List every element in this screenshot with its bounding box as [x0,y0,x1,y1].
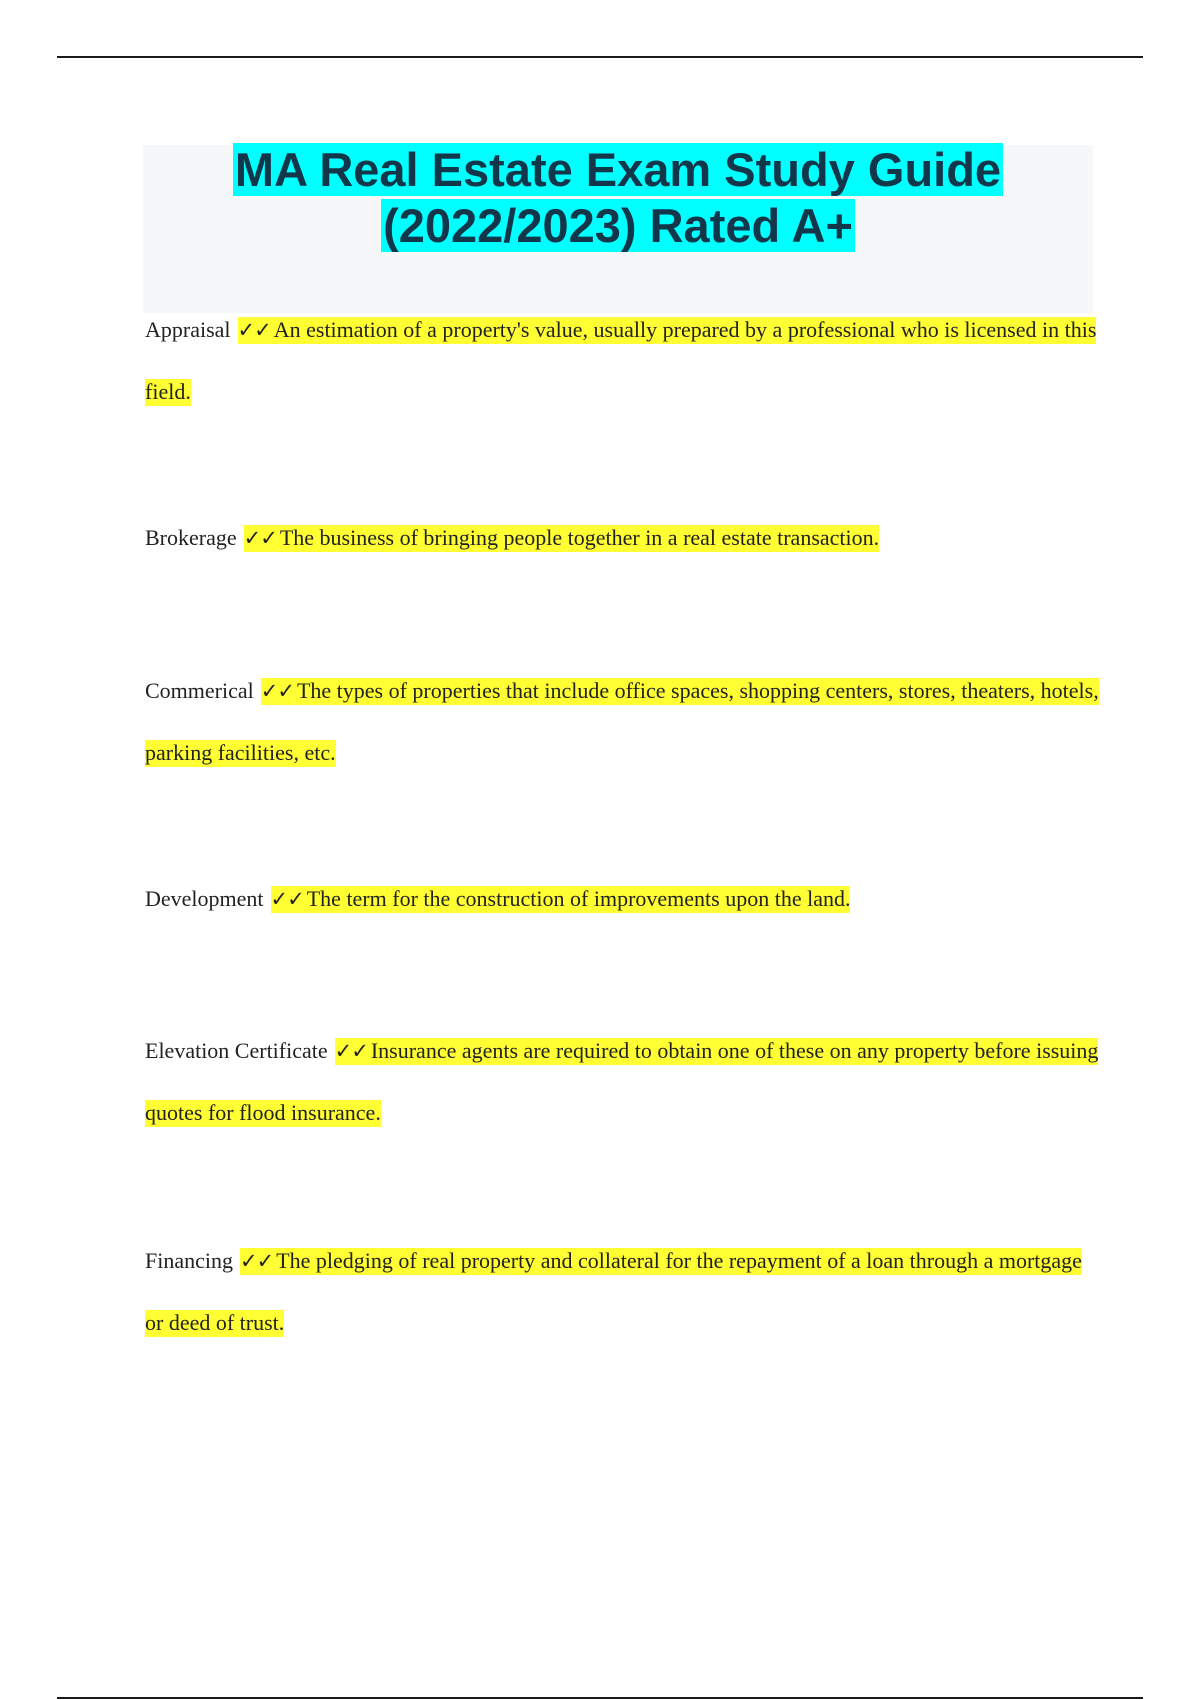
entry-definition-text: The business of bringing people together in a real estate transaction. [279,525,880,550]
entry-term: Commerical [145,678,254,703]
glossary-entry-elevation-certificate [145,1020,1105,1143]
entry-term: Financing [145,1248,233,1273]
entry-definition-text: The pledging of real property and collateral for the repayment of a loan through a mortgage or deed of trust. [145,1248,1082,1335]
double-check-icon: ✓✓ [237,318,271,342]
entry-definition [145,317,1096,406]
glossary-entry-commerical [145,660,1105,783]
entry-definition [145,1248,1082,1337]
glossary-entry-brokerage [145,507,1105,569]
title-line-2: (2022/2023) Rated A+ [383,199,853,252]
glossary-entry-appraisal [145,299,1105,422]
entry-definition [244,525,880,552]
entry-definition-text: The types of properties that include office spaces, shopping centers, stores, theaters, hotels, parking facilities, etc. [145,678,1099,765]
double-check-icon: ✓✓ [270,887,304,911]
glossary-entry-financing [145,1230,1105,1353]
double-check-icon: ✓✓ [243,526,277,550]
title-line-1: MA Real Estate Exam Study Guide [234,143,1002,196]
double-check-icon: ✓✓ [260,679,294,703]
double-check-icon: ✓✓ [334,1039,368,1063]
entry-term: Development [145,886,264,911]
entry-term: Appraisal [145,317,231,342]
entry-definition-text: An estimation of a property's value, usually prepared by a professional who is licensed in this field. [145,317,1097,404]
entry-term: Brokerage [145,525,237,550]
footer-rule [57,1697,1143,1699]
document-title [143,142,1093,254]
entry-definition [271,886,851,913]
double-check-icon: ✓✓ [240,1249,274,1273]
entry-definition-text: Insurance agents are required to obtain one of these on any property before issuing quotes for flood insurance. [145,1038,1099,1125]
entry-term: Elevation Certificate [145,1038,328,1063]
entry-definition-text: The term for the construction of improvements upon the land. [306,886,851,911]
entry-definition [145,678,1099,767]
glossary-entry-development [145,868,1105,930]
header-rule [57,56,1143,58]
